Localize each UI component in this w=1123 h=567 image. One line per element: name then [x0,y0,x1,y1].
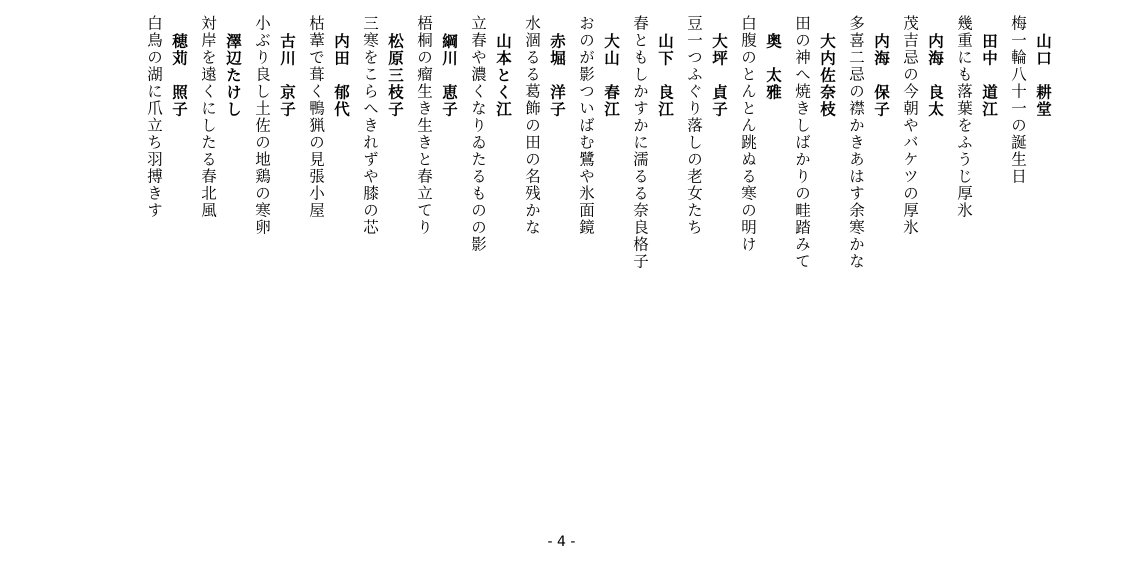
haiku-poem: 小ぶり良し土佐の地鶏の寒卵 [253,15,271,236]
haiku-poem: 春ともしかすかに濡るる奈良格子 [631,15,649,270]
haiku-poem: 三寒をこらへきれずや膝の芯 [361,15,379,236]
haiku-entry [627,12,677,270]
haiku-author: 大山 春江 [602,33,620,118]
haiku-poem: 対岸を遠くにしたる春北風 [199,15,217,219]
haiku-entry [951,12,1001,270]
haiku-author: 山下 良江 [656,33,674,118]
haiku-author: 大内佐奈枝 [818,33,836,118]
haiku-entry [789,12,839,270]
haiku-poem: 茂吉忌の今朝やバケツの厚氷 [901,15,919,236]
haiku-poem: 梅一輪八十一の誕生日 [1009,15,1027,185]
haiku-author: 奥 太雅 [764,33,782,101]
haiku-author: 綱川 恵子 [440,33,458,118]
haiku-entry [249,12,299,270]
haiku-author: 古川 京子 [278,33,296,118]
haiku-entry [1005,12,1055,270]
haiku-entry [357,12,407,270]
haiku-entry [843,12,893,270]
haiku-entry [681,12,731,270]
haiku-columns [141,12,1055,270]
haiku-poem: 梧桐の瘤生き生きと春立てり [415,15,433,236]
haiku-entry [195,12,245,270]
haiku-poem: 枯葦で葺く鴨猟の見張小屋 [307,15,325,219]
haiku-entry [573,12,623,270]
haiku-poem: 豆一つふぐり落しの老女たち [685,15,703,236]
haiku-poem: 幾重にも落葉をふうじ厚氷 [955,15,973,219]
haiku-entry [411,12,461,270]
haiku-author: 澤辺たけし [224,33,242,118]
haiku-author: 内海 良太 [926,33,944,118]
haiku-entry [141,12,191,270]
haiku-author: 大坪 貞子 [710,33,728,118]
haiku-poem: 立春や濃くなりゐたるものの影 [469,15,487,253]
haiku-poem: おのが影ついばむ鷺や氷面鏡 [577,15,595,236]
haiku-entry [897,12,947,270]
page-number: - 4 - [547,534,576,550]
haiku-author: 赤堀 洋子 [548,33,566,118]
haiku-poem: 多喜二忌の襟かきあはす余寒かな [847,15,865,270]
haiku-poem: 水涸るる葛飾の田の名残かな [523,15,541,236]
haiku-poem: 白鳥の湖に爪立ち羽搏きす [145,15,163,219]
haiku-author: 松原三枝子 [386,33,404,118]
haiku-author: 内田 郁代 [332,33,350,118]
haiku-author: 田中 道江 [980,33,998,118]
haiku-entry [735,12,785,270]
haiku-entry [465,12,515,270]
haiku-author: 穂苅 照子 [170,33,188,118]
haiku-author: 山口 耕堂 [1034,33,1052,118]
haiku-entry [303,12,353,270]
haiku-author: 内海 保子 [872,33,890,118]
haiku-entry [519,12,569,270]
haiku-poem: 白腹のとんとん跳ぬる寒の明け [739,15,757,253]
haiku-author: 山本とく江 [494,33,512,118]
haiku-poem: 田の神へ焼きしばかりの畦踏みて [793,15,811,270]
